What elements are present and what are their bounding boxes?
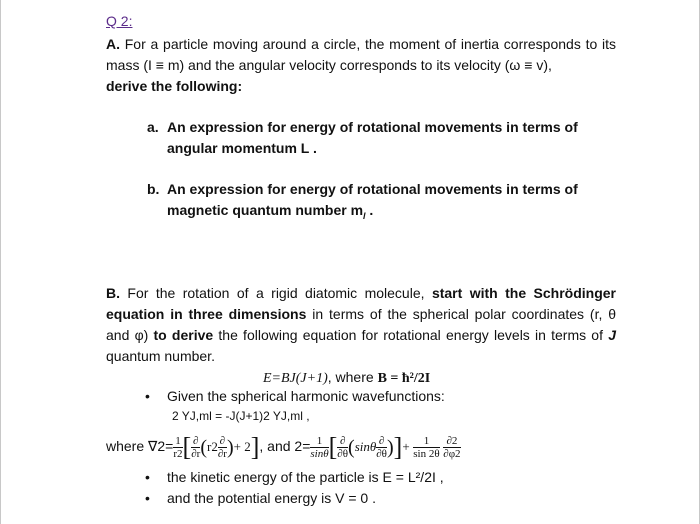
- angular-sin: sinθ: [354, 439, 377, 454]
- angular-frac-1: $\frac{1}{\sin\theta}$: [310, 435, 329, 461]
- laplacian-frac-1: $\frac{1}{r2}$: [173, 435, 183, 461]
- wavefunction-equation: 2 YJ,ml = -J(J+1)2 YJ,ml ,: [172, 409, 310, 423]
- laplacian-equation: where ∇2= $\frac{1}{r2}$ [ $\frac{\partial}{\partial r}$ (r2 $\frac{\partial}{\partial r}$ )+ 2], and 2= $\frac{1}{\sin\theta}$ [ $\frac{\partial}{\partial\theta}$ (sinθ $\frac{\partial}{\partial\theta}$ )]+ $\frac{1}{\sin 2\theta}$ $\frac{\partial 2}{\partial\varphi 2}$: [106, 432, 461, 462]
- bullet-text-1: Given the spherical harmonic wavefunctions:: [167, 388, 445, 404]
- sub-a-line2: angular momentum L .: [167, 140, 317, 156]
- bullet-text-3: and the potential energy is V = 0 .: [167, 490, 376, 506]
- part-b-text7: quantum number.: [106, 348, 215, 364]
- part-b-text2: start with the Schrödinger equation in three dimensions: [106, 285, 616, 322]
- sub-b-label: b.: [147, 181, 160, 197]
- bullet-marker-1: •: [145, 388, 150, 404]
- part-b-text4: to derive: [153, 327, 214, 343]
- sub-b-line2: magnetic quantum number m: [167, 202, 364, 218]
- energy-lhs: E=BJ(J+1): [263, 371, 328, 386]
- sub-question-b: [147, 179, 615, 227]
- energy-rhs: B = ħ²/2I: [377, 371, 431, 386]
- sub-a-label: a.: [147, 119, 159, 135]
- laplacian-where: where ∇2=: [106, 438, 174, 454]
- bullet-text-2: the kinetic energy of the particle is E = L²/2I ,: [167, 469, 444, 485]
- part-b-text6: J: [608, 327, 616, 343]
- laplacian-frac-3: $\frac{\partial}{\partial r}$: [217, 435, 227, 461]
- part-a-text: For a particle moving around a circle, the moment of inertia corresponds to its mass (I ≡ m) and the angular velocity corresponds to its velocity (ω ≡ v),: [106, 36, 616, 73]
- part-b-text1: For the rotation of a rigid diatomic molecule,: [120, 285, 432, 301]
- sub-b-end: .: [365, 202, 374, 218]
- part-a-derive: derive the following:: [106, 78, 243, 94]
- laplacian-plus2: + 2: [233, 439, 251, 454]
- laplacian-and: , and 2=: [259, 438, 311, 454]
- part-b-paragraph: [106, 283, 616, 367]
- sub-b-line1: An expression for energy of rotational movements in terms of: [167, 181, 578, 197]
- left-border: [0, 0, 1, 524]
- angular-frac-4: $\frac{1}{\sin 2\theta}$: [413, 435, 440, 461]
- part-b-text5: the following equation for rotational energy levels in terms of: [213, 327, 609, 343]
- angular-plus: +: [402, 439, 410, 454]
- laplacian-frac-2: $\frac{\partial}{\partial r}$: [191, 435, 201, 461]
- sub-a-line1: An expression for energy of rotational movements in terms of: [167, 119, 578, 135]
- question-label: Q 2:: [106, 13, 133, 29]
- angular-frac-3: $\frac{\partial}{\partial\theta}$: [376, 435, 387, 461]
- angular-frac-5: $\frac{\partial 2}{\partial\varphi 2}$: [443, 435, 461, 461]
- sub-b-subscript: l: [363, 210, 366, 221]
- sub-question-a: [147, 117, 615, 159]
- part-b-text3: in terms of the spherical polar coordinates (r, θ and φ): [106, 306, 617, 343]
- part-b-label: B.: [106, 285, 120, 301]
- energy-equation: [263, 369, 430, 387]
- angular-frac-2: $\frac{\partial}{\partial\theta}$: [337, 435, 349, 461]
- bullet-marker-3: •: [145, 490, 150, 506]
- part-a-paragraph: [106, 34, 616, 97]
- energy-mid: , where: [327, 369, 378, 385]
- bullet-marker-2: •: [145, 469, 150, 485]
- part-a-label: A.: [106, 36, 120, 52]
- laplacian-r2: r2: [206, 439, 218, 454]
